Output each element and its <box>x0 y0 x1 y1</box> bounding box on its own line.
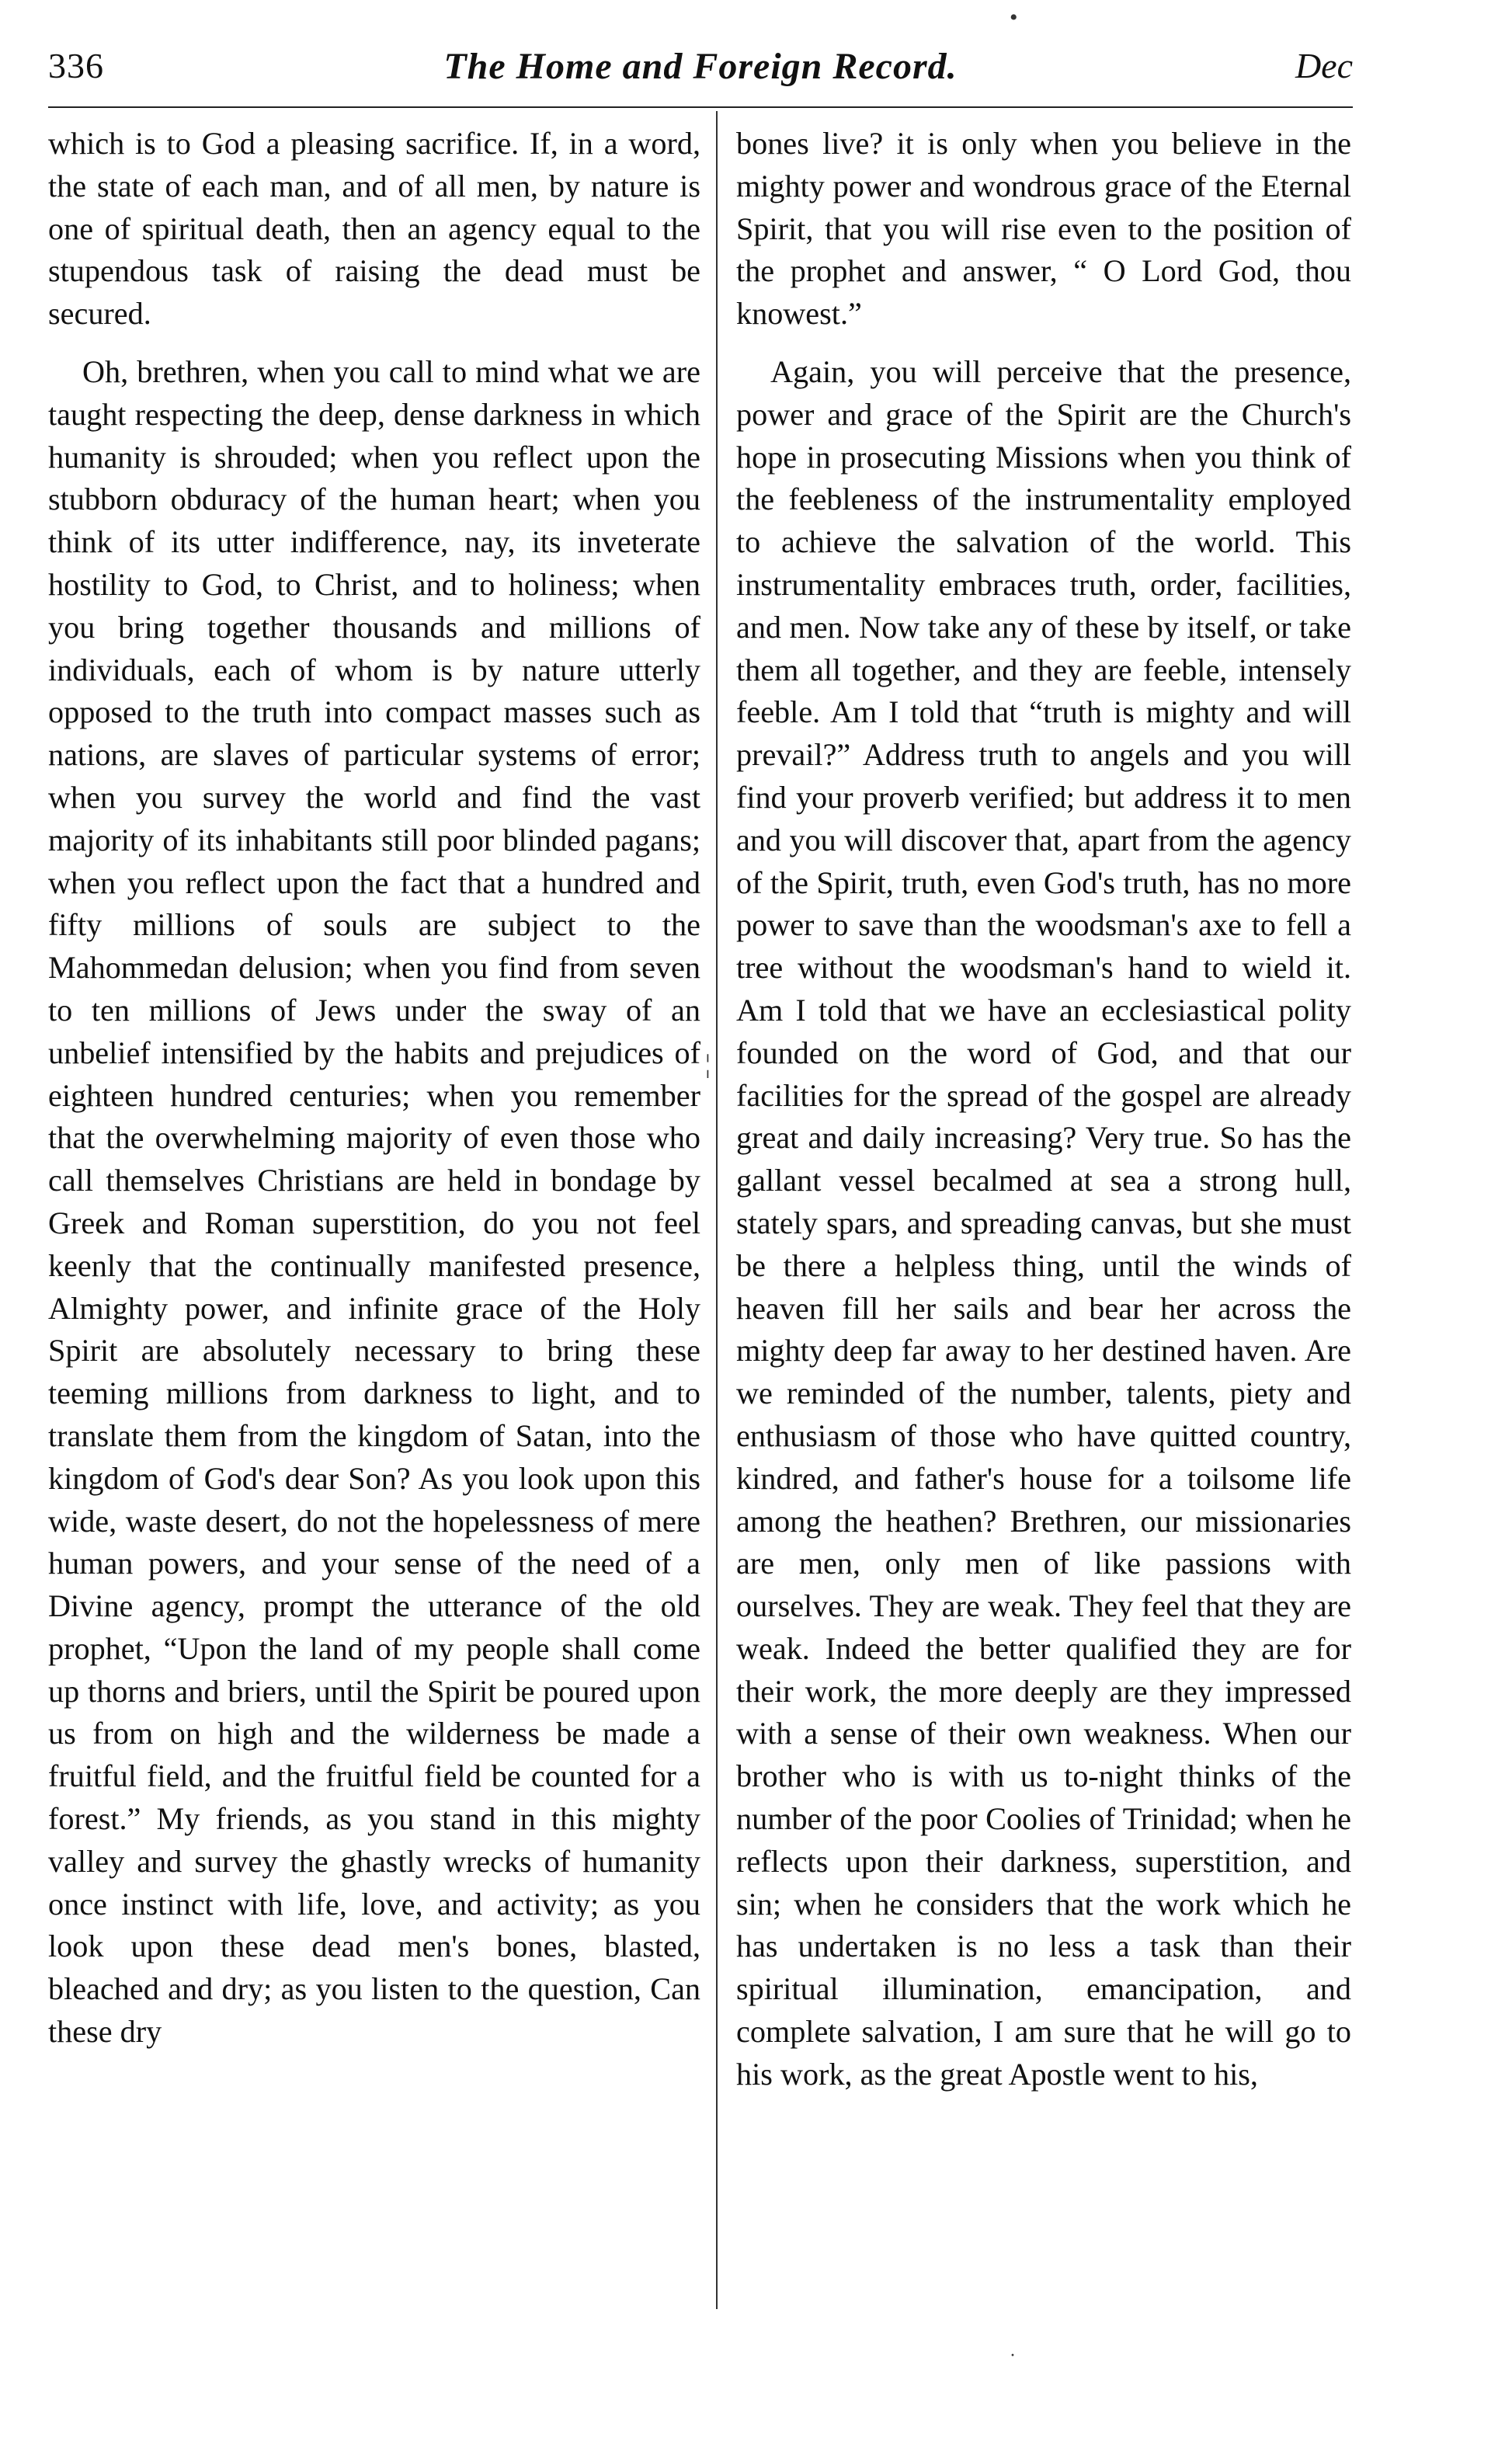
column-divider <box>716 111 718 2309</box>
paragraph: Again, you will perceive that the presence, power and grace of the Spirit are the Church's hope in prosecuting Missions when you think of the feebleness of the instrumentality employed to achieve the salvation of the world. This instrumentality embraces truth, order, facilities, and men. Now take any of these by itself, or take them all together, and they are feeble, intensely feeble. Am I told that “truth is mighty and will prevail?” Address truth to angels and you will find your proverb verified; but address it to men and you will discover that, apart from the agency of the Spirit, truth, even God's truth, has no more power to save than the woodsman's axe to fell a tree without the woodsman's hand to wield it. Am I told that we have an ecclesiastical polity founded on the word of God, and that our facilities for the spread of the gospel are already great and daily increasing? Very true. So has the gallant vessel becalmed at sea a strong hull, stately spars, and spreading canvas, but she must be there a helpless thing, until the winds of heaven fill her sails and bear her across the mighty deep far away to her destined haven. Are we reminded of the number, talents, piety and enthusiasm of those who have quitted country, kindred, and father's house for a toilsome life among the heathen? Brethren, our missionaries are men, only men of like passions with ourselves. They are weak. They feel that they are weak. Indeed the better qualified they are for their work, the more deeply are they impressed with a sense of their own weakness. When our brother who is with us to-night thinks of the number of the poor Coolies of Trinidad; when he reflects upon their darkness, superstition, and sin; when he considers that the work which he has undertaken is no less a task than their spiritual illumination, emancipation, and complete salvation, I am sure that he will go to his work, as the great Apostle went to his, <box>736 353 1351 2092</box>
print-speck: ¦ <box>705 1050 711 1079</box>
running-title: The Home and Foreign Record. <box>443 46 958 87</box>
left-column <box>48 123 700 2054</box>
header-rule <box>48 106 1353 108</box>
running-month: Dec <box>1295 46 1353 85</box>
page-number: 336 <box>48 46 104 85</box>
right-column <box>736 123 1351 2096</box>
paragraph: bones live? it is only when you believe in the mighty power and wondrous grace of the Eternal Spirit, that you will rise even to the position of the prophet and answer, “ O Lord God, thou knowest.” <box>736 126 1351 332</box>
print-speck: · <box>1010 2346 1016 2366</box>
paragraph: which is to God a pleasing sacrifice. If, in a word, the state of each man, and of all men, by nature is one of spiritual death, then an agency equal to the stupendous task of raising the dead must be secured. <box>48 126 700 332</box>
paragraph: Oh, brethren, when you call to mind what we are taught respecting the deep, dense darkness in which humanity is shrouded; when you reflect upon the stubborn obduracy of the human heart; when you think of its utter indifference, nay, its inveterate hostility to God, to Christ, and to holiness; when you bring together thousands and millions of individuals, each of whom is by nature utterly opposed to the truth into compact masses such as nations, are slaves of particular systems of error; when you survey the world and find the vast majority of its inhabitants still poor blinded pagans; when you reflect upon the fact that a hundred and fifty millions of souls are subject to the Mahommedan delusion; when you find from seven to ten millions of Jews under the sway of an unbelief intensified by the habits and prejudices of eighteen hundred centuries; when you remember that the overwhelming majority of even those who call themselves Christians are held in bondage by Greek and Roman superstition, do you not feel keenly that the continually manifested presence, Almighty power, and infinite grace of the Holy Spirit are absolutely necessary to bring these teeming millions from darkness to light, and to translate them from the kingdom of Satan, into the kingdom of God's dear Son? As you look upon this wide, waste desert, do not the hopelessness of mere human powers, and your sense of the need of a Divine agency, prompt the utterance of the old prophet, “Upon the land of my people shall come up thorns and briers, until the Spirit be poured upon us from on high and the wilderness be made a fruitful field, and the fruitful field be counted for a forest.” My friends, as you stand in this mighty valley and survey the ghastly wrecks of humanity once instinct with life, love, and activity; as you look upon these dead men's bones, blasted, bleached and dry; as you listen to the question, Can these dry <box>48 353 700 2050</box>
print-speck: • <box>1010 5 1018 30</box>
page-header <box>48 45 1353 107</box>
